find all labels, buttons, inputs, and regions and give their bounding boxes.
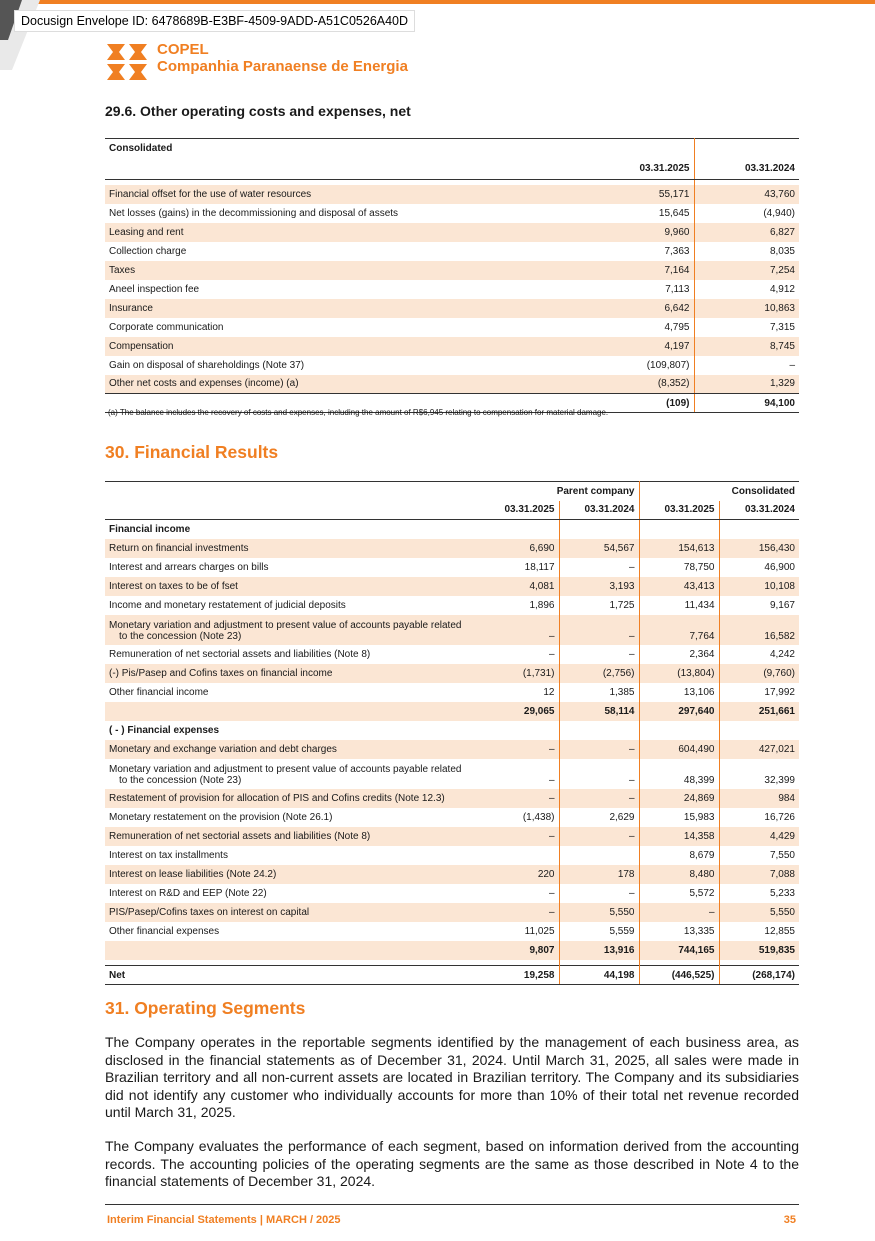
expense-header: ( - ) Financial expenses [109, 724, 220, 736]
row-label: Taxes [105, 261, 589, 280]
row-label [105, 615, 479, 645]
row-label: Remuneration of net sectorial assets and liabilities (Note 8) [109, 648, 371, 660]
net-value: 19,258 [479, 966, 559, 985]
net-value: (268,174) [719, 966, 799, 985]
row-value: (4,940) [763, 207, 795, 219]
row-label: Gain on disposal of shareholdings (Note 37) [109, 359, 305, 371]
table-row [105, 759, 799, 789]
row-value: – [479, 759, 559, 789]
row-value: – [559, 558, 639, 577]
page-number: 35 [783, 1214, 796, 1226]
row-value: 12 [479, 683, 559, 702]
row-label: Remuneration of net sectorial assets and liabilities (Note 8) [105, 827, 479, 846]
row-value: 7,088 [719, 865, 799, 884]
row-label-line1: Monetary variation and adjustment to present value of accounts payable related [109, 763, 462, 775]
table-group-row [105, 482, 799, 501]
table-row [105, 846, 799, 865]
row-label: Income and monetary restatement of judicial deposits [109, 599, 346, 611]
row-label: Other financial expenses [109, 925, 220, 937]
row-value: (9,760) [719, 664, 799, 683]
row-value: 9,960 [589, 223, 694, 242]
table-header-row [105, 158, 799, 180]
logo-company: Companhia Paranaense de Energia [157, 58, 408, 75]
row-value: 10,863 [694, 299, 799, 318]
row-value: 24,869 [639, 789, 719, 808]
table-row [105, 375, 799, 394]
table-row [105, 558, 799, 577]
row-value [479, 846, 559, 865]
row-value: 604,490 [639, 740, 719, 759]
group-consolidated: Consolidated [639, 482, 799, 501]
row-value: 4,197 [589, 337, 694, 356]
row-value: (2,756) [559, 664, 639, 683]
row-value: – [559, 740, 639, 759]
row-label: Monetary and exchange variation and debt charges [105, 740, 479, 759]
row-value: – [479, 740, 559, 759]
row-label: Financial offset for the use of water resources [105, 185, 589, 204]
row-value: 1,385 [559, 683, 639, 702]
row-value: 11,434 [639, 596, 719, 615]
footer-divider [105, 1204, 799, 1205]
row-value: 7,764 [639, 615, 719, 645]
row-label: Other financial income [109, 686, 209, 698]
section-31-title: 31. Operating Segments [105, 998, 306, 1018]
row-value: 7,550 [769, 849, 795, 861]
subtotal-value: 251,661 [719, 702, 799, 721]
table-row [105, 261, 799, 280]
row-label: Other net costs and expenses (income) (a) [105, 375, 589, 394]
row-value: 6,642 [589, 299, 694, 318]
row-label: Return on financial investments [105, 539, 479, 558]
row-value: 32,399 [764, 774, 795, 786]
row-value: 8,745 [694, 337, 799, 356]
net-value: (446,525) [639, 966, 719, 985]
col-header: 03.31.2024 [719, 501, 799, 520]
section-header-row [105, 520, 799, 539]
subtotal-value: 519,835 [719, 941, 799, 960]
subtotal-row [105, 702, 799, 721]
row-value: 1,896 [479, 596, 559, 615]
row-value: 178 [559, 865, 639, 884]
row-label: Insurance [105, 299, 589, 318]
row-value: (109,807) [589, 356, 694, 375]
table-row [105, 318, 799, 337]
row-label: Corporate communication [109, 321, 224, 333]
net-row [105, 966, 799, 985]
row-value: 156,430 [719, 539, 799, 558]
subtotal-row [105, 941, 799, 960]
row-value: (8,352) [589, 375, 694, 394]
row-value: 220 [479, 865, 559, 884]
group-parent-company: Parent company [479, 482, 639, 501]
row-value: – [479, 789, 559, 808]
row-value: 7,254 [694, 261, 799, 280]
row-value: 4,081 [479, 577, 559, 596]
row-value: 13,335 [639, 922, 719, 941]
col-header: 03.31.2025 [479, 501, 559, 520]
table-row [105, 789, 799, 808]
row-value: 2,364 [639, 645, 719, 664]
col-header: 03.31.2025 [589, 158, 694, 180]
row-value: 55,171 [589, 185, 694, 204]
row-value: 984 [719, 789, 799, 808]
row-value: – [479, 615, 559, 645]
row-label: Collection charge [109, 245, 187, 257]
table-group-row [105, 139, 799, 158]
section-29-6-title: 29.6. Other operating costs and expenses, net [105, 103, 411, 119]
row-label: Aneel inspection fee [109, 283, 200, 295]
table-footnote: (a) The balance includes the recovery of costs and expenses, including the amount of R$6,945 relating to compensation for material damage. [108, 408, 609, 417]
row-value: (13,804) [639, 664, 719, 683]
row-label: Net losses (gains) in the decommissioning and disposal of assets [109, 207, 399, 219]
table-row [105, 827, 799, 846]
table-row [105, 645, 799, 664]
subtotal-value: 13,916 [559, 941, 639, 960]
row-label-line2: to the concession (Note 23) [119, 630, 242, 642]
table-row [105, 808, 799, 827]
table-row [105, 664, 799, 683]
row-value: 15,983 [639, 808, 719, 827]
row-value: 5,550 [719, 903, 799, 922]
envelope-id-banner: Docusign Envelope ID: 6478689B-E3BF-4509-9ADD-A51C0526A40D [14, 10, 415, 32]
table-row [105, 242, 799, 261]
row-value: (1,731) [479, 664, 559, 683]
row-value: – [789, 359, 795, 371]
subtotal-value: 297,640 [639, 702, 719, 721]
row-value: – [479, 645, 559, 664]
row-value: 6,690 [479, 539, 559, 558]
row-value: 18,117 [479, 558, 559, 577]
row-value: 16,726 [764, 811, 795, 823]
segments-paragraph-1: The Company operates in the reportable segments identified by the management of each business area, as disclosed in the financial statements as of December 31, 2024. Until March 31, 2025, all sales were made in Brazilian territory and all non-current assets are located in Brazilian territory. The Company and its subsidiaries did not identify any customer who individually accounts for more than 10% of their total net revenue recorded until March 31, 2025. [105, 1034, 799, 1120]
row-value: 43,413 [639, 577, 719, 596]
table-row [105, 204, 799, 223]
subtotal-value: 29,065 [479, 702, 559, 721]
section-30-title: 30. Financial Results [105, 442, 279, 462]
row-value: 5,550 [559, 903, 639, 922]
row-value: 7,315 [769, 321, 795, 333]
row-value: – [479, 903, 559, 922]
row-value: 5,233 [769, 887, 795, 899]
row-value: 4,795 [589, 318, 694, 337]
col-header: 03.31.2024 [559, 501, 639, 520]
row-value: 11,025 [479, 922, 559, 941]
row-value: – [479, 884, 559, 903]
table-row [105, 356, 799, 375]
row-label-line2: to the concession (Note 23) [119, 774, 242, 786]
row-value: 8,480 [639, 865, 719, 884]
row-value: 6,827 [694, 223, 799, 242]
row-value: 7,164 [589, 261, 694, 280]
row-value: 427,021 [719, 740, 799, 759]
row-value: (1,438) [479, 808, 559, 827]
table-row [105, 903, 799, 922]
row-value: 48,399 [639, 759, 719, 789]
table-row [105, 865, 799, 884]
subtotal-value: 9,807 [479, 941, 559, 960]
logo-name: COPEL [157, 41, 209, 58]
row-value: 7,363 [589, 242, 694, 261]
total-value: (109) [589, 394, 694, 413]
financial-results-table [105, 481, 799, 985]
table-row [105, 922, 799, 941]
table-row [105, 299, 799, 318]
table-row [105, 539, 799, 558]
row-label: Monetary restatement on the provision (Note 26.1) [109, 811, 333, 823]
row-value: – [559, 827, 639, 846]
row-value: 4,429 [719, 827, 799, 846]
table-row [105, 223, 799, 242]
row-value: 1,725 [559, 596, 639, 615]
row-label: Interest on R&D and EEP (Note 22) [109, 887, 267, 899]
table-row [105, 577, 799, 596]
row-label: Leasing and rent [105, 223, 589, 242]
row-value: 17,992 [764, 686, 795, 698]
row-value: 2,629 [559, 808, 639, 827]
row-value: 9,167 [769, 599, 795, 611]
income-header: Financial income [109, 523, 191, 535]
row-value: 7,113 [589, 280, 694, 299]
row-label: (-) Pis/Pasep and Cofins taxes on financial income [105, 664, 479, 683]
row-label: Restatement of provision for allocation of PIS and Cofins credits (Note 12.3) [105, 789, 479, 808]
table-row [105, 337, 799, 356]
row-label: Compensation [105, 337, 589, 356]
group-label: Consolidated [105, 139, 589, 158]
col-header: 03.31.2024 [694, 158, 799, 180]
row-value: 43,760 [694, 185, 799, 204]
col-header: 03.31.2025 [639, 501, 719, 520]
footer-title: Interim Financial Statements | MARCH / 2025 [107, 1214, 341, 1226]
copel-logo [105, 42, 425, 84]
row-label: Interest on taxes to be of fset [105, 577, 479, 596]
table-row [105, 615, 799, 645]
subtotal-value: 744,165 [639, 941, 719, 960]
net-label: Net [105, 966, 479, 985]
top-accent-band [0, 0, 875, 4]
row-value: 15,645 [589, 204, 694, 223]
row-value: 14,358 [639, 827, 719, 846]
row-value: – [559, 759, 639, 789]
subtotal-value: 58,114 [559, 702, 639, 721]
row-value: – [639, 903, 719, 922]
row-value: 16,582 [719, 615, 799, 645]
table-row [105, 740, 799, 759]
row-value: 78,750 [639, 558, 719, 577]
row-value: 4,912 [769, 283, 795, 295]
row-value: 5,572 [639, 884, 719, 903]
row-value: 12,855 [764, 925, 795, 937]
row-value: 13,106 [639, 683, 719, 702]
row-value: – [559, 615, 639, 645]
row-label: PIS/Pasep/Cofins taxes on interest on capital [105, 903, 479, 922]
row-label-line1: Monetary variation and adjustment to present value of accounts payable related [109, 619, 462, 631]
row-value: 46,900 [764, 561, 795, 573]
row-value: 3,193 [559, 577, 639, 596]
table-row [105, 683, 799, 702]
other-operating-costs-table [105, 138, 799, 413]
row-value: – [559, 645, 639, 664]
row-label: Interest on tax installments [109, 849, 228, 861]
row-value: – [559, 884, 639, 903]
row-value: – [479, 827, 559, 846]
table-row [105, 596, 799, 615]
net-value: 44,198 [559, 966, 639, 985]
table-header-row [105, 501, 799, 520]
row-label: Interest on lease liabilities (Note 24.2) [105, 865, 479, 884]
copel-logo-icon [105, 42, 149, 82]
row-value: 154,613 [639, 539, 719, 558]
segments-paragraph-2: The Company evaluates the performance of each segment, based on information derived from the accounting records. The accounting policies of the operating segments are the same as those described in Note 4 to the financial statements of December 31, 2024. [105, 1138, 799, 1189]
row-value: – [559, 789, 639, 808]
row-value: 10,108 [719, 577, 799, 596]
row-value: 1,329 [694, 375, 799, 394]
section-header-row [105, 721, 799, 740]
table-row [105, 280, 799, 299]
row-value [559, 846, 639, 865]
table-row [105, 185, 799, 204]
row-value: 5,559 [559, 922, 639, 941]
row-value: 8,035 [769, 245, 795, 257]
total-value: 94,100 [694, 394, 799, 413]
row-label: Interest and arrears charges on bills [109, 561, 269, 573]
table-row [105, 884, 799, 903]
row-value: 4,242 [769, 648, 795, 660]
row-value: 54,567 [559, 539, 639, 558]
row-value: 8,679 [639, 846, 719, 865]
row-label [105, 759, 479, 789]
